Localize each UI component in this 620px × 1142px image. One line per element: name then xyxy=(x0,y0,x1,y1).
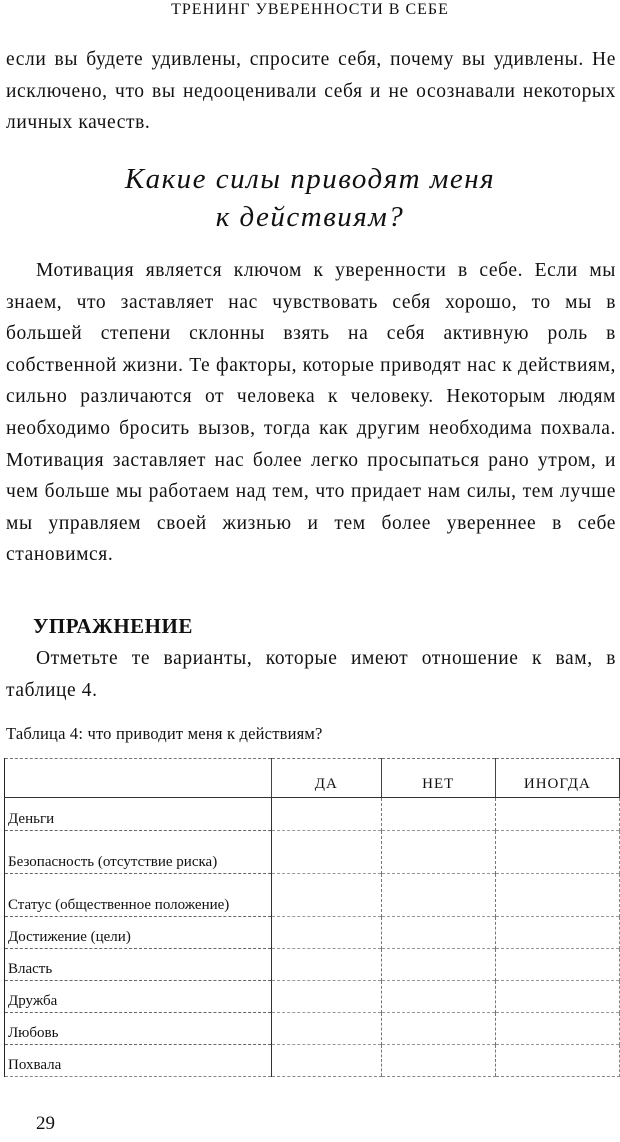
section-heading-line-2: к действиям? xyxy=(215,201,405,233)
table-row xyxy=(5,949,620,981)
checkbox-cell-no[interactable] xyxy=(381,981,495,1013)
table-row xyxy=(5,1013,620,1045)
checkbox-cell-sometimes[interactable] xyxy=(495,1045,619,1077)
exercise-instruction-text: Отметьте те варианты, которые имеют отношение к вам, в таблице 4. xyxy=(6,648,616,701)
motivation-table xyxy=(4,758,620,1077)
checkbox-cell-no[interactable] xyxy=(381,874,495,917)
table-row xyxy=(5,798,620,831)
row-label-money: Деньги xyxy=(5,798,272,831)
header-no: НЕТ xyxy=(381,759,495,798)
exercise-title: УПРАЖНЕНИЕ xyxy=(33,614,193,638)
checkbox-cell-no[interactable] xyxy=(381,1045,495,1077)
checkbox-cell-no[interactable] xyxy=(381,917,495,949)
row-label-praise: Похвала xyxy=(5,1045,272,1077)
table-caption: Таблица 4: что приводит меня к действиям? xyxy=(6,724,323,743)
checkbox-cell-no[interactable] xyxy=(381,1013,495,1045)
row-label-friendship: Дружба xyxy=(5,981,272,1013)
checkbox-cell-no[interactable] xyxy=(381,831,495,874)
motivation-paragraph xyxy=(6,255,616,571)
checkbox-cell-yes[interactable] xyxy=(271,831,381,874)
checkbox-cell-sometimes[interactable] xyxy=(495,949,619,981)
row-label-status: Статус (общественное положение) xyxy=(5,874,272,917)
section-heading-line-1: Какие силы приводят меня xyxy=(124,163,496,195)
checkbox-cell-no[interactable] xyxy=(381,798,495,831)
checkbox-cell-sometimes[interactable] xyxy=(495,831,619,874)
running-head: ТРЕНИНГ УВЕРЕННОСТИ В СЕБЕ xyxy=(171,1,449,18)
checkbox-cell-sometimes[interactable] xyxy=(495,1013,619,1045)
checkbox-cell-sometimes[interactable] xyxy=(495,981,619,1013)
checkbox-cell-yes[interactable] xyxy=(271,1045,381,1077)
header-yes: ДА xyxy=(271,759,381,798)
exercise-instruction xyxy=(6,643,616,706)
row-label-security: Безопасность (отсутствие риска) xyxy=(5,831,272,874)
table-row xyxy=(5,917,620,949)
checkbox-cell-yes[interactable] xyxy=(271,1013,381,1045)
row-label-achievement: Достижение (цели) xyxy=(5,917,272,949)
table-header-row xyxy=(5,759,620,798)
checkbox-cell-yes[interactable] xyxy=(271,874,381,917)
header-sometimes: ИНОГДА xyxy=(495,759,619,798)
checkbox-cell-sometimes[interactable] xyxy=(495,874,619,917)
checkbox-cell-sometimes[interactable] xyxy=(495,798,619,831)
table-row xyxy=(5,981,620,1013)
header-empty-cell xyxy=(5,759,272,798)
checkbox-cell-no[interactable] xyxy=(381,949,495,981)
checkbox-cell-yes[interactable] xyxy=(271,981,381,1013)
checkbox-cell-yes[interactable] xyxy=(271,949,381,981)
checkbox-cell-yes[interactable] xyxy=(271,798,381,831)
checkbox-cell-yes[interactable] xyxy=(271,917,381,949)
checkbox-cell-sometimes[interactable] xyxy=(495,917,619,949)
table-row xyxy=(5,1045,620,1077)
page-number: 29 xyxy=(36,1113,55,1134)
row-label-power: Власть xyxy=(5,949,272,981)
motivation-paragraph-text: Мотивация является ключом к уверенности в себе. Если мы знаем, что заставляет нас чувствовать себя хорошо, то мы в большей степени склонны взять на себя активную роль в собственной жизни. Те факторы, которые приводят нас к действиям, сильно различаются от человека к человеку. Некоторым людям необходимо бросить вызов, тогда как другим необходима похвала. Мотивация заставляет нас более легко просыпаться рано утром, и чем больше мы работаем над тем, что придает нам силы, тем лучше мы управляем своей жизнью и тем более увереннее в себе становимся. xyxy=(6,260,616,566)
table-row xyxy=(5,831,620,874)
table-row xyxy=(5,874,620,917)
row-label-love: Любовь xyxy=(5,1013,272,1045)
intro-paragraph: если вы будете удивлены, спросите себя, почему вы удивлены. Не исключено, что вы недооценивали себя и не осознавали некоторых личных качеств. xyxy=(6,49,616,134)
motivation-table-container xyxy=(4,758,620,1094)
section-heading xyxy=(0,160,620,236)
